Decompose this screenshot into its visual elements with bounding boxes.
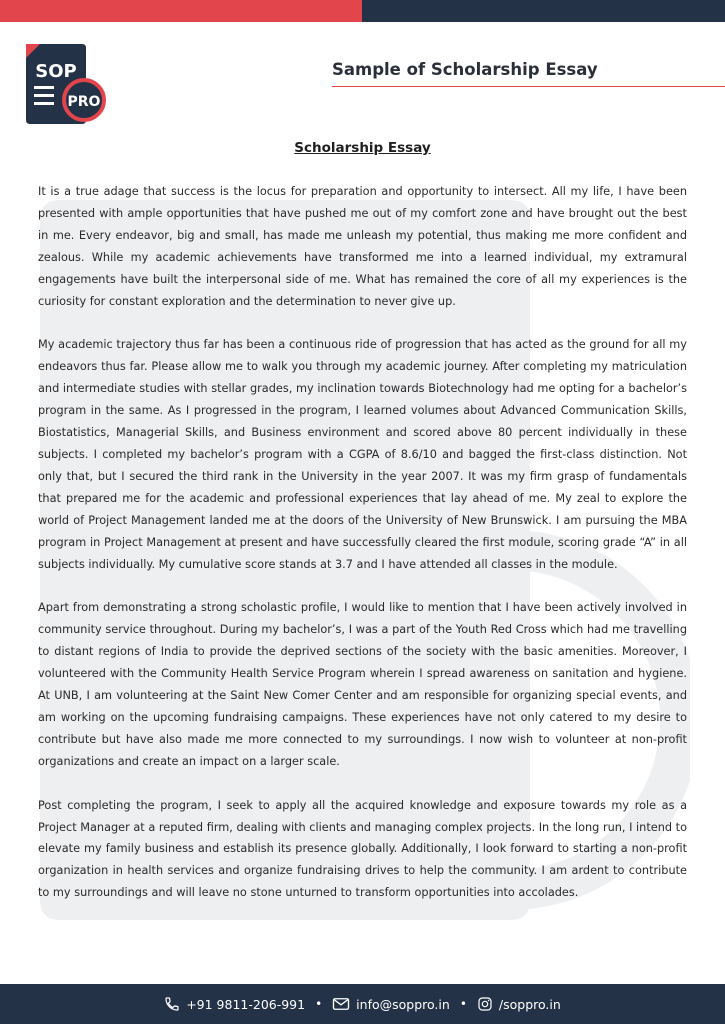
footer-social[interactable] [477, 996, 561, 1012]
header-divider [332, 86, 725, 87]
footer-phone-text: +91 9811-206-991 [186, 996, 306, 1012]
soppro-logo [26, 44, 106, 124]
top-accent-bar-red [0, 0, 362, 22]
document-title: Scholarship Essay [294, 140, 431, 156]
footer-email-text: info@soppro.in [356, 996, 450, 1012]
essay-paragraph-3: Apart from demonstrating a strong scholastic profile, I would like to mention that I have been actively involved in community service throughout. During my bachelor’s, I was a part of the Youth Red Cross which had me travelling to distant regions of India to provide the deprived sections of the society with the basic amenities. Moreover, I volunteered with the Community Health Service Program wherein I spread awareness on sanitation and hygiene. At UNB, I am volunteering at the Saint New Comer Center and am responsible for organizing special events, and am working on the upcoming fundraising campaigns. These experiences have not only catered to my desire to contribute but have also made me more connected to my surroundings. I now wish to volunteer at non-profit organizations and create an impact on a larger scale. [38, 601, 687, 768]
header-title: Sample of Scholarship Essay [332, 60, 598, 79]
top-accent-bar-navy [362, 0, 725, 22]
footer-email[interactable] [332, 996, 450, 1012]
instagram-icon [477, 996, 493, 1012]
essay-paragraph-1: It is a true adage that success is the locus for preparation and opportunity to intersect. All my life, I have been presented with ample opportunities that have pushed me out of my comfort zone and have brought out the best in me. Every endeavor, big and small, has made me unleash my potential, thus making me more confident and zealous. While my academic achievements have transformed me into a learned individual, my extramural engagements have built the interpersonal side of me. What has remained the core of all my experiences is the curiosity for constant exploration and the determination to never give up. [38, 185, 687, 308]
footer-contact-bar [0, 984, 725, 1024]
footer-phone[interactable] [164, 996, 305, 1012]
mail-icon [332, 996, 350, 1012]
logo-text-pro: PRO [67, 94, 101, 110]
footer-separator: • [315, 997, 323, 1011]
essay-paragraph-4: Post completing the program, I seek to apply all the acquired knowledge and exposure towards my role as a Project Manager at a reputed firm, dealing with clients and managing complex projects. In the long run, I intend to elevate my family business and establish its presence globally. Additionally, I look forward to starting a non-profit organization in health services and organize fundraising drives to help the community. I am ardent to contribute to my surroundings and will leave no stone unturned to transform opportunities into accolades. [38, 798, 687, 900]
phone-icon [164, 996, 180, 1012]
essay-body [38, 181, 687, 926]
logo-text-sop: SOP [35, 61, 77, 82]
footer-separator: • [459, 997, 467, 1011]
footer-social-text: /soppro.in [498, 996, 561, 1012]
essay-paragraph-2: My academic trajectory thus far has been a continuous ride of progression that has acted as the ground for all my endeavors thus far. Please allow me to walk you through my academic journey. After completing my matriculation and intermediate studies with stellar grades, my inclination towards Biotechnology had me opting for a bachelor’s program in the same. As I progressed in the program, I learned volumes about Advanced Communication Skills, Biostatistics, Managerial Skills, and Business environment and scored above 80 percent individually in these subjects. I completed my bachelor’s program with a CGPA of 8.6/10 and bagged the first-class distinction. Not only that, but I secured the third rank in the University in the year 2007. It was my firm grasp of fundamentals that prepared me for the academic and professional experiences that lay ahead of me. My zeal to explore the world of Project Management landed me at the doors of the University of New Brunswick. I am pursuing the MBA program in Project Management at present and have successfully cleared the first module, scoring grade “A” in all subjects individually. My cumulative score stands at 3.7 and I have attended all classes in the module. [38, 338, 687, 571]
